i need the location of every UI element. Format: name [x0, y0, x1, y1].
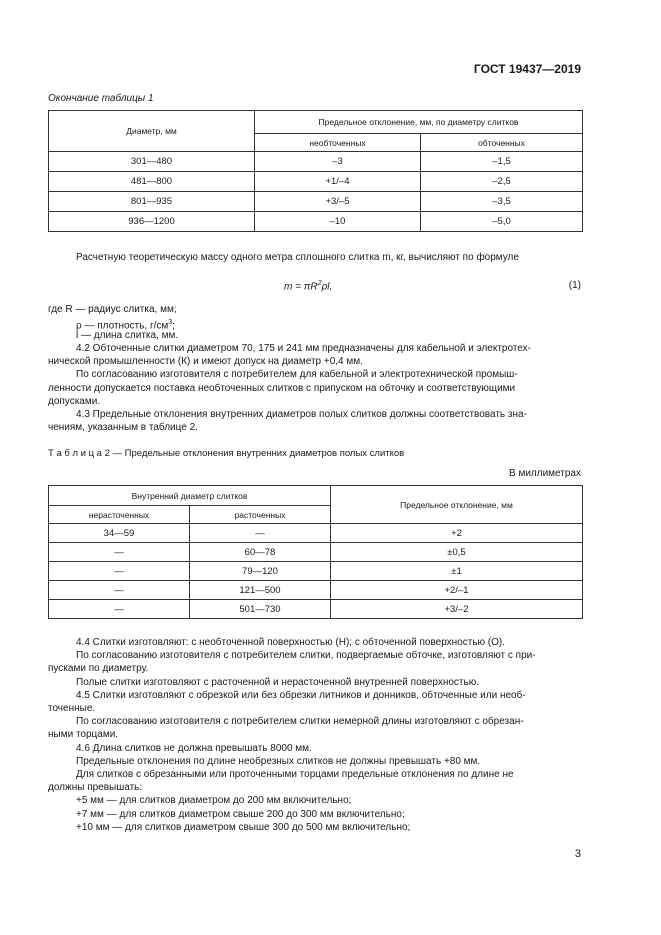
page-number: 3 [574, 848, 581, 860]
table1-caption: Окончание таблицы 1 [48, 93, 154, 104]
text-line: пусками по диаметру. [48, 663, 149, 675]
formula-intro: Расчетную теоретическую массу одного метра сплошного слитка m, кг, вычисляют по формуле [76, 252, 519, 263]
table-row [49, 152, 583, 172]
table-row [49, 212, 583, 232]
table-cell: +3/–5 [255, 192, 421, 212]
table1-subheader-turned: обточенных [421, 134, 583, 152]
formula-where-2: ρ — плотность, $г/см^3$; [76, 319, 175, 332]
formula-where-1: где R — радиус слитка, мм; [48, 304, 177, 315]
table-cell: 301—480 [49, 152, 255, 172]
table-row [49, 600, 583, 619]
table-cell: ±0,5 [331, 543, 583, 562]
text-line: 4.6 Длина слитков не должна превышать 8000 мм. [76, 742, 312, 754]
table-cell: +2 [331, 524, 583, 543]
table-row [49, 562, 583, 581]
table1-header-deviation: Предельное отклонение, мм, по диаметру слитков [255, 111, 583, 134]
paragraph-4-3: 4.3 Предельные отклонения внутренних диаметров полых слитков должны соответствовать зна- чениям, указанным в таблице 2. [48, 409, 527, 434]
paragraph-4-2: 4.2 Обточенные слитки диаметром 70, 175 и 241 мм предназначены для кабельной и электротех- нической промышленности (К) и имеют допуск на диаметр +0,4 мм. По согласованию изготовителя с потребителем для кабельной и электротехнической промыш- ленности допускается поставка необточенных слитков с припуском на обточку и соответствующими допусками. [48, 343, 531, 407]
table-cell: ±1 [331, 562, 583, 581]
table-row [49, 192, 583, 212]
table-cell: 481—800 [49, 172, 255, 192]
text-line: Для слитков с обрезанными или проточенными торцами предельные отклонения по длине не [76, 769, 514, 781]
table-row [49, 581, 583, 600]
table-cell: — [49, 581, 190, 600]
table-cell: 34—59 [49, 524, 190, 543]
table1-subheader-unturned: необточенных [255, 134, 421, 152]
text-line: точенные. [48, 703, 96, 715]
table1 [48, 110, 583, 232]
paragraphs-4-4-to-4-6 [48, 636, 583, 834]
text-line: +7 мм — для слитков диаметром свыше 200 до 300 мм включительно; [76, 808, 405, 820]
text-line: По согласованию изготовителя с потребителем слитки, подвергаемые обточке, изготовляют с при- [76, 650, 536, 662]
text-line: +10 мм — для слитков диаметром свыше 300 до 500 мм включительно; [76, 821, 411, 833]
table2-header-inner: Внутренний диаметр слитков [49, 486, 331, 506]
table-row [49, 524, 583, 543]
table-cell: +2/–1 [331, 581, 583, 600]
table-cell: 79—120 [190, 562, 331, 581]
table-cell: — [190, 524, 331, 543]
text-line: ными торцами. [48, 729, 119, 741]
table-cell: — [49, 562, 190, 581]
table-cell: –1,5 [421, 152, 583, 172]
formula: $m = \pi R^2\rho l$, [284, 280, 333, 293]
table2-caption: Т а б л и ц а 2 — Предельные отклонения внутренних диаметров полых слитков [48, 448, 405, 459]
table2 [48, 485, 583, 619]
table2-subheader-unbored: нерасточенных [49, 506, 190, 524]
table-cell: +1/–4 [255, 172, 421, 192]
table-row [49, 543, 583, 562]
table-cell: — [49, 543, 190, 562]
table-cell: 801—935 [49, 192, 255, 212]
table-cell: –10 [255, 212, 421, 232]
table2-subheader-bored: расточенных [190, 506, 331, 524]
text-line: Полые слитки изготовляют с расточенной и нерасточенной внутренней поверхностью. [76, 676, 479, 688]
table-cell: 936—1200 [49, 212, 255, 232]
table-cell: +3/–2 [331, 600, 583, 619]
text-line: По согласованию изготовителя с потребителем слитки немерной длины изготовляют с обрезан- [76, 716, 524, 728]
document-id: ГОСТ 19437—2019 [473, 62, 581, 76]
table-cell: 501—730 [190, 600, 331, 619]
table-row [49, 172, 583, 192]
text-line: должны превышать: [48, 782, 143, 794]
table-cell: –3,5 [421, 192, 583, 212]
formula-where-3: l — длина слитка, мм. [76, 330, 179, 341]
text-line: 4.5 Слитки изготовляют с обрезкой или без обрезки литников и донников, обточенные или необ- [76, 689, 526, 701]
table2-header-deviation: Предельное отклонение, мм [331, 486, 583, 524]
table-cell: –3 [255, 152, 421, 172]
text-line: 4.4 Слитки изготовляют: с необточенной поверхностью (Н); с обточенной поверхностью (О). [76, 637, 506, 648]
table-cell: 60—78 [190, 543, 331, 562]
table1-header-diameter: Диаметр, мм [49, 111, 255, 152]
text-line: +5 мм — для слитков диаметром до 200 мм включительно; [76, 795, 352, 807]
formula-number: (1) [568, 280, 581, 291]
table-cell: 121—500 [190, 581, 331, 600]
text-line: Предельные отклонения по длине необрезных слитков не должны превышать +80 мм. [76, 755, 481, 767]
table2-units: В миллиметрах [509, 468, 581, 479]
table-cell: –2,5 [421, 172, 583, 192]
table-cell: –5,0 [421, 212, 583, 232]
table-cell: — [49, 600, 190, 619]
